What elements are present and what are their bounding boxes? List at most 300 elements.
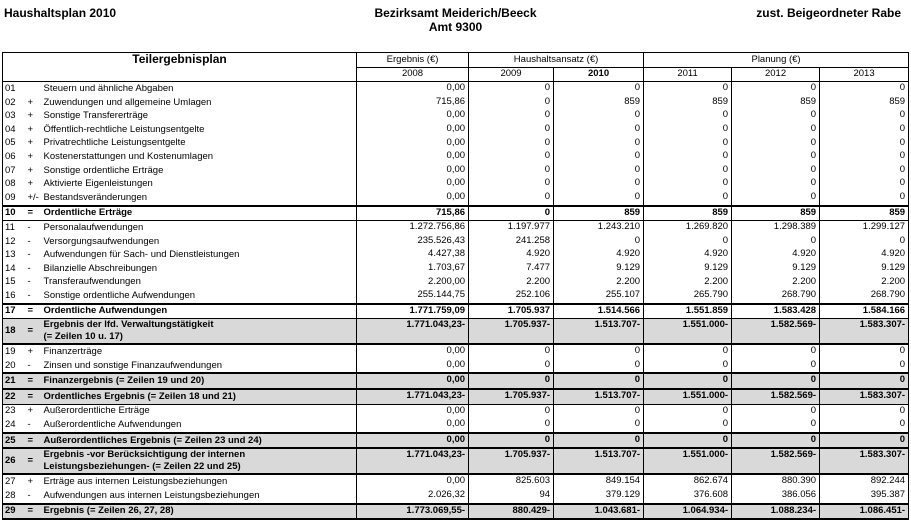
table-row xyxy=(3,276,909,290)
row-number: 12 xyxy=(3,235,25,249)
value-cell: 0 xyxy=(644,82,732,96)
value-cell: 859 xyxy=(732,96,820,110)
value-cell: 268.790 xyxy=(732,289,820,304)
value-cell: 1.583.307- xyxy=(820,389,909,404)
row-operator: - xyxy=(27,289,31,301)
value-cell: 1.582.569- xyxy=(732,319,820,345)
value-cell: 859 xyxy=(644,96,732,110)
office-name: Bezirksamt Meiderich/Beeck xyxy=(374,6,537,20)
value-cell: 9.129 xyxy=(644,262,732,276)
row-number: 17 xyxy=(3,304,25,319)
value-cell: 0 xyxy=(644,373,732,389)
row-number: 18 xyxy=(3,319,25,345)
responsible-officer: zust. Beigeordneter Rabe xyxy=(756,6,901,20)
value-cell: 0 xyxy=(644,150,732,164)
value-cell: 1.269.820 xyxy=(644,221,732,235)
value-cell: 0 xyxy=(644,433,732,449)
row-operator: + xyxy=(27,110,34,122)
value-cell: 4.920 xyxy=(469,248,554,262)
value-cell: 0 xyxy=(469,206,554,221)
row-label-text: Steuern und ähnliche Abgaben xyxy=(43,82,174,94)
value-cell: 0 xyxy=(732,373,820,389)
row-operator: - xyxy=(27,276,31,288)
row-label xyxy=(41,248,357,262)
value-cell: 0,00 xyxy=(357,137,469,151)
table-row xyxy=(3,191,909,206)
table-row xyxy=(3,289,909,304)
value-cell: 1.771.043,23- xyxy=(357,319,469,345)
value-cell: 1.197.977 xyxy=(469,221,554,235)
year-header: 2009 xyxy=(469,67,554,82)
value-cell: 880.429- xyxy=(469,504,554,520)
value-cell: 255.144,75 xyxy=(357,289,469,304)
row-operator: = xyxy=(25,304,41,319)
table-row xyxy=(3,389,909,404)
value-cell: 1.513.707- xyxy=(554,319,644,345)
value-cell: 1.551.859 xyxy=(644,304,732,319)
row-label-text: Sonstige Transfererträge xyxy=(43,110,149,122)
value-cell: 0 xyxy=(469,373,554,389)
value-cell: 715,86 xyxy=(357,206,469,221)
value-cell: 892.244 xyxy=(820,474,909,489)
value-cell: 0 xyxy=(644,344,732,359)
row-label-text: Bilanzielle Abschreibungen xyxy=(43,262,158,274)
row-label-text: Versorgungsaufwendungen xyxy=(43,235,160,247)
row-label-text: Personalaufwendungen xyxy=(43,221,144,233)
table-row xyxy=(3,137,909,151)
row-number: 24 xyxy=(3,418,25,433)
row-label xyxy=(41,448,357,474)
row-number: 20 xyxy=(3,359,25,374)
table-row xyxy=(3,177,909,191)
row-label xyxy=(41,373,357,389)
row-label xyxy=(41,359,357,374)
value-cell: 0,00 xyxy=(357,123,469,137)
value-cell: 1.298.389 xyxy=(732,221,820,235)
row-label xyxy=(41,164,357,178)
value-cell: 1.043.681- xyxy=(554,504,644,520)
row-number: 27 xyxy=(3,474,25,489)
table-row xyxy=(3,433,909,449)
value-cell: 1.582.569- xyxy=(732,448,820,474)
value-cell: 0 xyxy=(554,137,644,151)
row-label xyxy=(41,109,357,123)
value-cell: 0 xyxy=(554,344,644,359)
row-operator: +/- xyxy=(27,191,39,203)
group-haushaltsansatz: Haushaltsansatz (€) xyxy=(469,53,644,68)
value-cell: 0 xyxy=(554,433,644,449)
row-label-continuation: Leistungsbeziehungen- (= Zeilen 22 und 25) xyxy=(43,461,241,473)
row-number: 26 xyxy=(3,448,25,474)
value-cell: 862.674 xyxy=(644,474,732,489)
row-operator: = xyxy=(25,206,41,221)
table-row xyxy=(3,82,909,96)
value-cell: 4.920 xyxy=(820,248,909,262)
value-cell: 0 xyxy=(732,82,820,96)
value-cell: 0 xyxy=(644,164,732,178)
value-cell: 0 xyxy=(469,344,554,359)
row-number: 02 xyxy=(3,96,25,110)
row-label xyxy=(41,191,357,206)
value-cell: 0 xyxy=(554,177,644,191)
value-cell: 94 xyxy=(469,489,554,504)
row-operator: - xyxy=(27,419,31,431)
value-cell: 0,00 xyxy=(357,150,469,164)
value-cell: 0,00 xyxy=(357,344,469,359)
row-number: 11 xyxy=(3,221,25,235)
row-label xyxy=(41,389,357,404)
value-cell: 0 xyxy=(732,109,820,123)
value-cell: 0 xyxy=(732,123,820,137)
group-ergebnis: Ergebnis (€) xyxy=(357,53,469,68)
value-cell: 0 xyxy=(732,433,820,449)
value-cell: 268.790 xyxy=(820,289,909,304)
value-cell: 4.920 xyxy=(644,248,732,262)
value-cell: 9.129 xyxy=(820,262,909,276)
value-cell: 0 xyxy=(644,235,732,249)
row-label-text: Zuwendungen und allgemeine Umlagen xyxy=(43,96,212,108)
value-cell: 0 xyxy=(820,137,909,151)
value-cell: 859 xyxy=(554,206,644,221)
table-row xyxy=(3,96,909,110)
row-number: 01 xyxy=(3,82,25,96)
table-row xyxy=(3,448,909,474)
value-cell: 265.790 xyxy=(644,289,732,304)
value-cell: 0 xyxy=(554,418,644,433)
value-cell: 1.514.566 xyxy=(554,304,644,319)
value-cell: 0 xyxy=(554,404,644,418)
row-label xyxy=(41,304,357,319)
value-cell: 0 xyxy=(469,177,554,191)
table-row xyxy=(3,319,909,345)
table-row xyxy=(3,248,909,262)
table-body xyxy=(3,82,909,520)
value-cell: 0 xyxy=(554,123,644,137)
value-cell: 1.299.127 xyxy=(820,221,909,235)
row-operator: = xyxy=(25,319,41,345)
table-row xyxy=(3,304,909,319)
value-cell: 0 xyxy=(469,109,554,123)
value-cell: 0 xyxy=(732,177,820,191)
value-cell: 0 xyxy=(820,109,909,123)
value-cell: 0 xyxy=(820,433,909,449)
table-row xyxy=(3,164,909,178)
row-operator: = xyxy=(25,433,41,449)
value-cell: 0 xyxy=(820,164,909,178)
row-operator: - xyxy=(27,249,31,261)
value-cell: 0,00 xyxy=(357,373,469,389)
office-number: Amt 9300 xyxy=(428,20,483,34)
row-label xyxy=(41,418,357,433)
value-cell: 386.056 xyxy=(732,489,820,504)
value-cell: 376.608 xyxy=(644,489,732,504)
value-cell: 0 xyxy=(732,137,820,151)
value-cell: 0 xyxy=(820,404,909,418)
value-cell: 859 xyxy=(820,96,909,110)
value-cell: 0,00 xyxy=(357,109,469,123)
value-cell: 0 xyxy=(820,191,909,206)
value-cell: 0 xyxy=(732,418,820,433)
row-label xyxy=(41,319,357,345)
value-cell: 0 xyxy=(469,359,554,374)
row-label xyxy=(41,504,357,520)
row-number: 25 xyxy=(3,433,25,449)
row-operator: = xyxy=(25,504,41,520)
value-cell: 0 xyxy=(554,164,644,178)
value-cell: 235.526,43 xyxy=(357,235,469,249)
row-operator: + xyxy=(27,96,34,108)
row-label-text: Sonstige ordentliche Erträge xyxy=(43,164,164,176)
row-number: 21 xyxy=(3,373,25,389)
row-number: 15 xyxy=(3,276,25,290)
value-cell: 0 xyxy=(820,150,909,164)
row-number: 06 xyxy=(3,150,25,164)
value-cell: 0 xyxy=(732,164,820,178)
value-cell: 379.129 xyxy=(554,489,644,504)
value-cell: 9.129 xyxy=(554,262,644,276)
value-cell: 2.200 xyxy=(820,276,909,290)
value-cell: 0 xyxy=(469,123,554,137)
table-row xyxy=(3,373,909,389)
row-label-text: Ordentliches Ergebnis (= Zeilen 18 und 21) xyxy=(43,390,236,402)
value-cell: 255.107 xyxy=(554,289,644,304)
value-cell: 1.064.934- xyxy=(644,504,732,520)
value-cell: 1.771.043,23- xyxy=(357,448,469,474)
table-head xyxy=(3,53,909,82)
value-cell: 0 xyxy=(469,164,554,178)
value-cell: 0 xyxy=(469,96,554,110)
row-operator: = xyxy=(25,373,41,389)
value-cell: 2.200 xyxy=(469,276,554,290)
value-cell: 849.154 xyxy=(554,474,644,489)
row-label-text: Außerordentliche Erträge xyxy=(43,405,150,417)
table-row xyxy=(3,344,909,359)
row-label xyxy=(41,433,357,449)
table-row xyxy=(3,359,909,374)
value-cell: 7.477 xyxy=(469,262,554,276)
row-number: 13 xyxy=(3,248,25,262)
row-number: 14 xyxy=(3,262,25,276)
value-cell: 0,00 xyxy=(357,404,469,418)
value-cell: 0,00 xyxy=(357,474,469,489)
row-label xyxy=(41,489,357,504)
row-label-text: Sonstige ordentliche Aufwendungen xyxy=(43,289,196,301)
value-cell: 1.705.937- xyxy=(469,319,554,345)
row-number: 22 xyxy=(3,389,25,404)
row-label xyxy=(41,276,357,290)
value-cell: 1.584.166 xyxy=(820,304,909,319)
row-number: 08 xyxy=(3,177,25,191)
row-label xyxy=(41,96,357,110)
value-cell: 0 xyxy=(644,418,732,433)
table-row xyxy=(3,150,909,164)
value-cell: 859 xyxy=(644,206,732,221)
row-label-text: Aufwendungen aus internen Leistungsbeziehungen xyxy=(43,489,260,501)
value-cell: 1.771.759,09 xyxy=(357,304,469,319)
value-cell: 2.200 xyxy=(554,276,644,290)
table-row xyxy=(3,404,909,418)
row-label-continuation: (= Zeilen 10 u. 17) xyxy=(43,331,123,343)
value-cell: 0 xyxy=(644,359,732,374)
row-label-text: Aufwendungen für Sach- und Dienstleistungen xyxy=(43,249,240,261)
value-cell: 0 xyxy=(554,235,644,249)
value-cell: 0 xyxy=(820,177,909,191)
row-label-text: Transferaufwendungen xyxy=(43,276,141,288)
value-cell: 1.086.451- xyxy=(820,504,909,520)
value-cell: 1.551.000- xyxy=(644,319,732,345)
value-cell: 1.551.000- xyxy=(644,448,732,474)
table-row xyxy=(3,489,909,504)
value-cell: 1.582.569- xyxy=(732,389,820,404)
row-operator: = xyxy=(25,389,41,404)
table-row xyxy=(3,123,909,137)
value-cell: 2.200,00 xyxy=(357,276,469,290)
table-row xyxy=(3,262,909,276)
value-cell: 4.920 xyxy=(554,248,644,262)
value-cell: 0 xyxy=(732,404,820,418)
value-cell: 0 xyxy=(469,82,554,96)
value-cell: 0 xyxy=(644,137,732,151)
value-cell: 0 xyxy=(820,359,909,374)
value-cell: 0 xyxy=(469,404,554,418)
row-label xyxy=(41,221,357,235)
value-cell: 4.427,38 xyxy=(357,248,469,262)
row-operator: = xyxy=(25,448,41,474)
value-cell: 0 xyxy=(732,150,820,164)
value-cell: 1.773.069,55- xyxy=(357,504,469,520)
row-number: 10 xyxy=(3,206,25,221)
row-label-text: Ordentliche Aufwendungen xyxy=(43,305,168,317)
row-label xyxy=(41,262,357,276)
value-cell: 395.387 xyxy=(820,489,909,504)
row-label xyxy=(41,123,357,137)
table-title: Teilergebnisplan xyxy=(3,53,357,82)
value-cell: 0 xyxy=(820,123,909,137)
row-operator: + xyxy=(27,164,34,176)
value-cell: 825.603 xyxy=(469,474,554,489)
plan-title: Haushaltsplan 2010 xyxy=(4,6,117,20)
value-cell: 0,00 xyxy=(357,359,469,374)
row-operator: + xyxy=(25,404,41,418)
row-number: 29 xyxy=(3,504,25,520)
row-number: 09 xyxy=(3,191,25,206)
value-cell: 0 xyxy=(644,177,732,191)
value-cell: 2.200 xyxy=(644,276,732,290)
row-operator xyxy=(25,82,41,96)
value-cell: 252.106 xyxy=(469,289,554,304)
value-cell: 2.026,32 xyxy=(357,489,469,504)
value-cell: 0 xyxy=(554,109,644,123)
row-operator: + xyxy=(25,344,41,359)
value-cell: 0 xyxy=(820,373,909,389)
row-label-text: Finanzergebnis (= Zeilen 19 und 20) xyxy=(43,375,205,387)
result-plan-table xyxy=(2,52,909,520)
row-operator: + xyxy=(25,474,41,489)
value-cell: 859 xyxy=(820,206,909,221)
value-cell: 0 xyxy=(554,150,644,164)
value-cell: 0 xyxy=(469,137,554,151)
row-number: 03 xyxy=(3,109,25,123)
row-operator: - xyxy=(27,235,31,247)
value-cell: 0 xyxy=(554,82,644,96)
year-header: 2010 xyxy=(554,67,644,82)
value-cell: 0,00 xyxy=(357,177,469,191)
row-number: 04 xyxy=(3,123,25,137)
table-row xyxy=(3,474,909,489)
table-row xyxy=(3,504,909,520)
row-operator: - xyxy=(27,262,31,274)
row-operator: + xyxy=(27,137,34,149)
year-header: 2012 xyxy=(732,67,820,82)
value-cell: 1.088.234- xyxy=(732,504,820,520)
value-cell: 0 xyxy=(469,150,554,164)
value-cell: 1.771.043,23- xyxy=(357,389,469,404)
row-operator: - xyxy=(27,359,31,371)
row-operator: + xyxy=(27,123,34,135)
value-cell: 859 xyxy=(554,96,644,110)
value-cell: 1.705.937 xyxy=(469,304,554,319)
row-number: 07 xyxy=(3,164,25,178)
row-label xyxy=(41,137,357,151)
value-cell: 1.243.210 xyxy=(554,221,644,235)
row-operator: + xyxy=(27,178,34,190)
year-header: 2013 xyxy=(820,67,909,82)
value-cell: 241.258 xyxy=(469,235,554,249)
row-label-text: Finanzerträge xyxy=(43,346,103,358)
value-cell: 0 xyxy=(732,359,820,374)
value-cell: 1.705.937- xyxy=(469,389,554,404)
value-cell: 0 xyxy=(644,123,732,137)
value-cell: 2.200 xyxy=(732,276,820,290)
row-label xyxy=(41,344,357,359)
table-row xyxy=(3,235,909,249)
value-cell: 0 xyxy=(732,344,820,359)
row-number: 23 xyxy=(3,404,25,418)
table-row xyxy=(3,109,909,123)
value-cell: 880.390 xyxy=(732,474,820,489)
value-cell: 859 xyxy=(732,206,820,221)
value-cell: 0 xyxy=(469,433,554,449)
value-cell: 0 xyxy=(554,359,644,374)
table-row xyxy=(3,221,909,235)
row-label xyxy=(41,474,357,489)
row-label-text: Ergebnis (= Zeilen 26, 27, 28) xyxy=(43,505,174,517)
value-cell: 1.583.307- xyxy=(820,319,909,345)
value-cell: 1.583.428 xyxy=(732,304,820,319)
value-cell: 0 xyxy=(644,404,732,418)
row-label-text: Zinsen und sonstige Finanzaufwendungen xyxy=(43,359,223,371)
row-label-text: Außerordentliche Aufwendungen xyxy=(43,419,182,431)
value-cell: 0 xyxy=(469,418,554,433)
value-cell: 0 xyxy=(554,373,644,389)
row-label-text: Ordentliche Erträge xyxy=(43,207,133,219)
row-label-text: Privatrechtliche Leistungsentgelte xyxy=(43,137,186,149)
row-label-text: Ergebnis -vor Berücksichtigung der internen xyxy=(43,449,246,461)
row-number: 19 xyxy=(3,344,25,359)
value-cell: 1.272.756,86 xyxy=(357,221,469,235)
value-cell: 1.513.707- xyxy=(554,389,644,404)
value-cell: 0 xyxy=(820,82,909,96)
row-label-text: Außerordentliches Ergebnis (= Zeilen 23 und 24) xyxy=(43,434,262,446)
row-label-text: Kostenerstattungen und Kostenumlagen xyxy=(43,150,214,162)
value-cell: 1.551.000- xyxy=(644,389,732,404)
year-header: 2011 xyxy=(644,67,732,82)
value-cell: 715,86 xyxy=(357,96,469,110)
value-cell: 0 xyxy=(644,109,732,123)
row-label xyxy=(41,82,357,96)
row-label xyxy=(41,150,357,164)
value-cell: 0 xyxy=(644,191,732,206)
